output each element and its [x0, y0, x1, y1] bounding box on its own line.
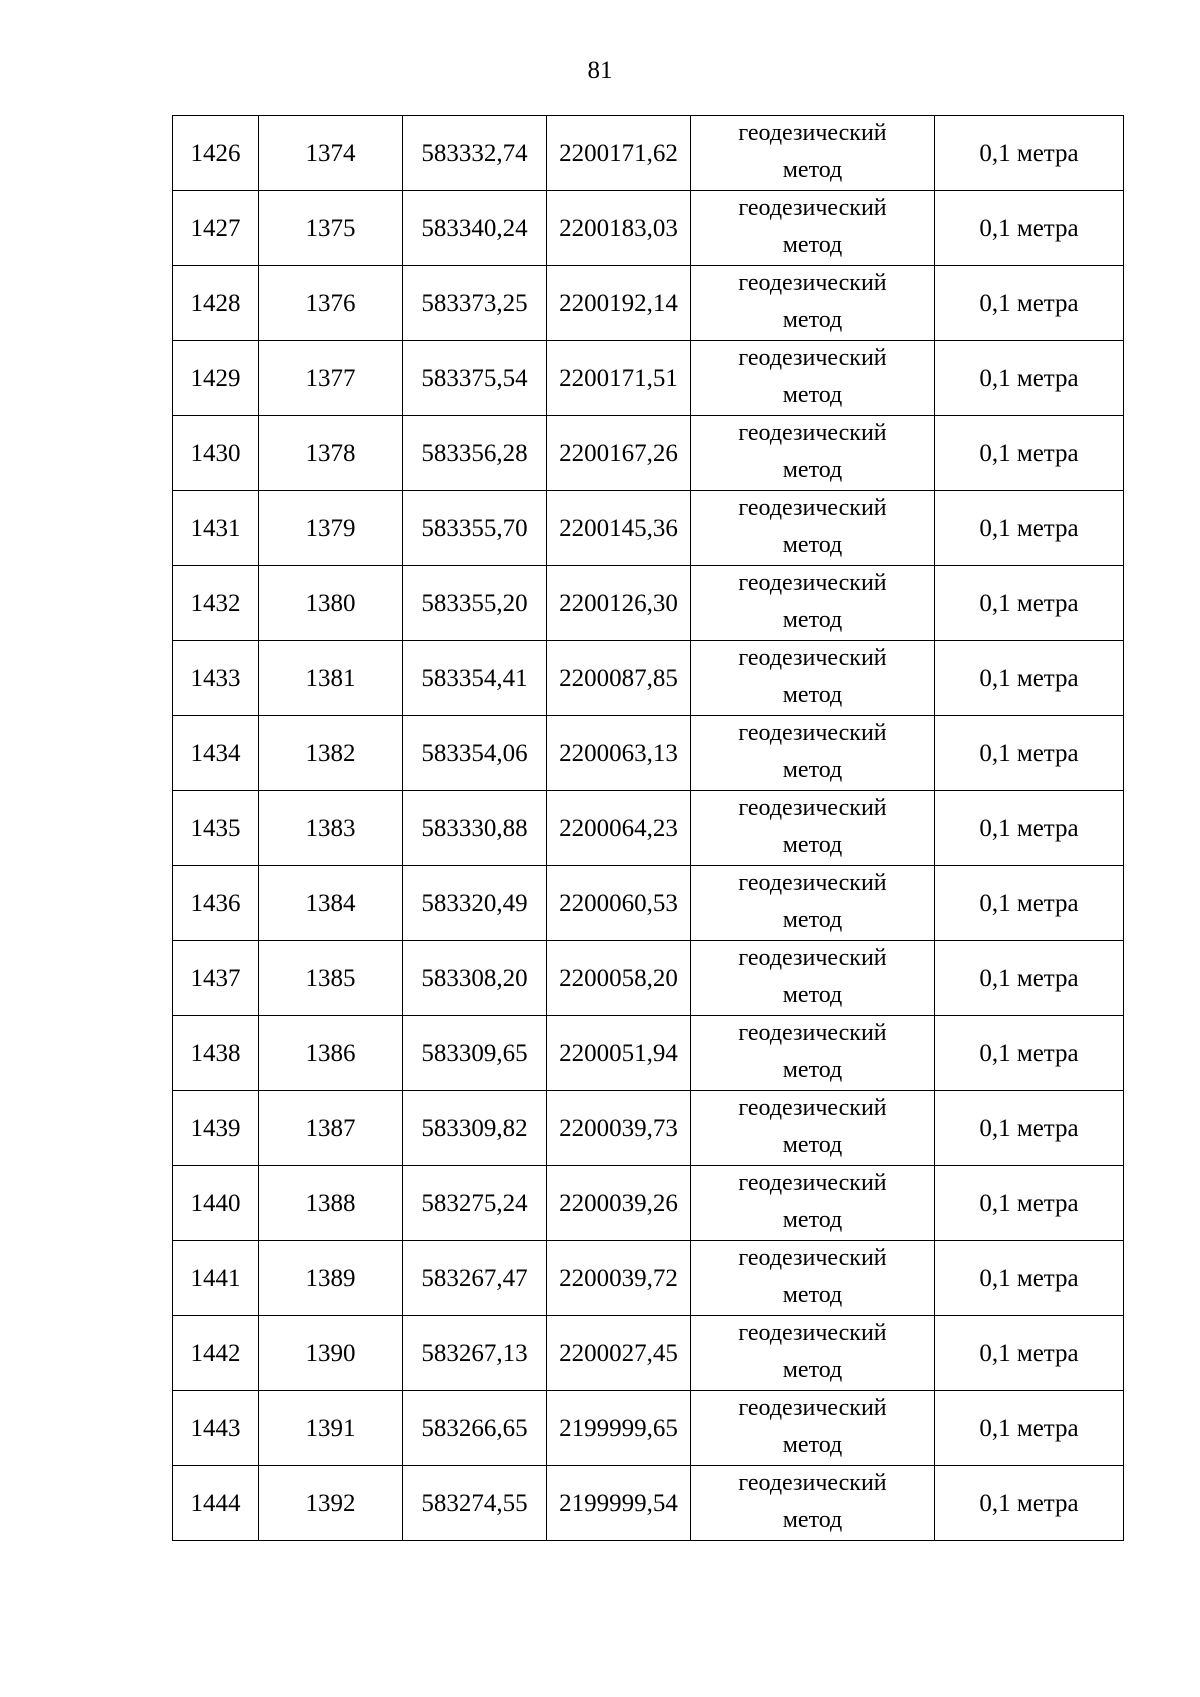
x-coordinate-cell — [403, 1316, 547, 1391]
row-number-cell — [173, 716, 259, 791]
method-cell — [691, 866, 935, 941]
point-number-cell-text: 1381 — [305, 664, 356, 692]
point-number-cell — [259, 641, 403, 716]
point-number-cell — [259, 1166, 403, 1241]
method-text-line1: геодезический — [738, 195, 887, 221]
x-coordinate-cell-text: 583267,47 — [421, 1264, 528, 1292]
method-text-line1: геодезический — [738, 1245, 887, 1271]
point-number-cell-text: 1376 — [305, 289, 356, 317]
method-cell — [691, 116, 935, 191]
method-text-line1: геодезический — [738, 270, 887, 296]
row-number-cell-text: 1431 — [190, 514, 241, 542]
accuracy-cell — [935, 941, 1124, 1016]
accuracy-cell — [935, 191, 1124, 266]
method-text-line1: геодезический — [738, 870, 887, 896]
y-coordinate-cell-text: 2200183,03 — [559, 214, 678, 242]
accuracy-cell-text: 0,1 метра — [979, 1489, 1079, 1517]
point-number-cell-text: 1379 — [305, 514, 356, 542]
point-number-cell-text: 1392 — [305, 1489, 356, 1517]
table-row — [173, 341, 1124, 416]
row-number-cell-text: 1434 — [190, 739, 241, 767]
method-cell — [691, 191, 935, 266]
row-number-cell — [173, 866, 259, 941]
row-number-cell-text: 1443 — [190, 1414, 241, 1442]
row-number-cell-text: 1430 — [190, 439, 241, 467]
x-coordinate-cell-text: 583356,28 — [421, 439, 528, 467]
table-row — [173, 266, 1124, 341]
point-number-cell — [259, 1466, 403, 1541]
y-coordinate-cell-text: 2200039,72 — [559, 1264, 678, 1292]
method-text-line2: метод — [782, 1357, 843, 1383]
point-number-cell — [259, 566, 403, 641]
method-text-line2: метод — [782, 682, 843, 708]
method-cell — [691, 1166, 935, 1241]
x-coordinate-cell — [403, 866, 547, 941]
accuracy-cell — [935, 1316, 1124, 1391]
x-coordinate-cell-text: 583332,74 — [421, 139, 528, 167]
point-number-cell-text: 1378 — [305, 439, 356, 467]
y-coordinate-cell — [547, 1466, 691, 1541]
row-number-cell — [173, 416, 259, 491]
y-coordinate-cell — [547, 116, 691, 191]
y-coordinate-cell-text: 2199999,65 — [559, 1414, 678, 1442]
y-coordinate-cell — [547, 1016, 691, 1091]
point-number-cell — [259, 1391, 403, 1466]
accuracy-cell — [935, 341, 1124, 416]
x-coordinate-cell — [403, 641, 547, 716]
accuracy-cell-text: 0,1 метра — [979, 739, 1079, 767]
row-number-cell — [173, 1466, 259, 1541]
y-coordinate-cell-text: 2200145,36 — [559, 514, 678, 542]
method-text-line2: метод — [782, 982, 843, 1008]
method-cell — [691, 641, 935, 716]
method-text-line2: метод — [782, 1057, 843, 1083]
table-row — [173, 641, 1124, 716]
y-coordinate-cell — [547, 1091, 691, 1166]
point-number-cell-text: 1384 — [305, 889, 356, 917]
x-coordinate-cell-text: 583340,24 — [421, 214, 528, 242]
method-text-line2: метод — [782, 757, 843, 783]
table-row — [173, 566, 1124, 641]
accuracy-cell-text: 0,1 метра — [979, 139, 1079, 167]
y-coordinate-cell-text: 2200171,51 — [559, 364, 678, 392]
point-number-cell-text: 1377 — [305, 364, 356, 392]
method-text-line1: геодезический — [738, 420, 887, 446]
table-row — [173, 1466, 1124, 1541]
x-coordinate-cell — [403, 941, 547, 1016]
y-coordinate-cell-text: 2200167,26 — [559, 439, 678, 467]
x-coordinate-cell — [403, 716, 547, 791]
y-coordinate-cell — [547, 1391, 691, 1466]
x-coordinate-cell — [403, 266, 547, 341]
method-text-line2: метод — [782, 157, 843, 183]
y-coordinate-cell — [547, 191, 691, 266]
point-number-cell — [259, 341, 403, 416]
x-coordinate-cell — [403, 341, 547, 416]
table-row — [173, 191, 1124, 266]
x-coordinate-cell-text: 583373,25 — [421, 289, 528, 317]
method-cell — [691, 266, 935, 341]
point-number-cell-text: 1388 — [305, 1189, 356, 1217]
y-coordinate-cell-text: 2200027,45 — [559, 1339, 678, 1367]
row-number-cell-text: 1442 — [190, 1339, 241, 1367]
row-number-cell-text: 1428 — [190, 289, 241, 317]
point-number-cell-text: 1380 — [305, 589, 356, 617]
row-number-cell-text: 1439 — [190, 1114, 241, 1142]
accuracy-cell — [935, 716, 1124, 791]
row-number-cell — [173, 191, 259, 266]
x-coordinate-cell-text: 583375,54 — [421, 364, 528, 392]
accuracy-cell-text: 0,1 метра — [979, 514, 1079, 542]
table-row — [173, 1166, 1124, 1241]
accuracy-cell — [935, 1166, 1124, 1241]
y-coordinate-cell — [547, 491, 691, 566]
row-number-cell-text: 1436 — [190, 889, 241, 917]
method-cell — [691, 416, 935, 491]
y-coordinate-cell — [547, 1316, 691, 1391]
row-number-cell-text: 1438 — [190, 1039, 241, 1067]
point-number-cell-text: 1387 — [305, 1114, 356, 1142]
method-text-line1: геодезический — [738, 345, 887, 371]
accuracy-cell — [935, 866, 1124, 941]
accuracy-cell-text: 0,1 метра — [979, 964, 1079, 992]
accuracy-cell — [935, 266, 1124, 341]
row-number-cell — [173, 1316, 259, 1391]
row-number-cell — [173, 1091, 259, 1166]
table-row — [173, 1241, 1124, 1316]
x-coordinate-cell — [403, 566, 547, 641]
row-number-cell — [173, 491, 259, 566]
method-text-line2: метод — [782, 532, 843, 558]
y-coordinate-cell — [547, 641, 691, 716]
row-number-cell — [173, 941, 259, 1016]
y-coordinate-cell-text: 2200051,94 — [559, 1039, 678, 1067]
accuracy-cell-text: 0,1 метра — [979, 589, 1079, 617]
method-text-line2: метод — [782, 607, 843, 633]
row-number-cell-text: 1444 — [190, 1489, 241, 1517]
accuracy-cell-text: 0,1 метра — [979, 814, 1079, 842]
y-coordinate-cell-text: 2200087,85 — [559, 664, 678, 692]
point-number-cell — [259, 416, 403, 491]
method-cell — [691, 1391, 935, 1466]
table-row — [173, 116, 1124, 191]
method-text-line1: геодезический — [738, 1020, 887, 1046]
point-number-cell-text: 1389 — [305, 1264, 356, 1292]
table-row — [173, 716, 1124, 791]
table-row — [173, 791, 1124, 866]
method-text-line1: геодезический — [738, 1470, 887, 1496]
x-coordinate-cell — [403, 491, 547, 566]
point-number-cell — [259, 941, 403, 1016]
y-coordinate-cell-text: 2200063,13 — [559, 739, 678, 767]
point-number-cell — [259, 491, 403, 566]
row-number-cell — [173, 791, 259, 866]
x-coordinate-cell — [403, 1091, 547, 1166]
x-coordinate-cell-text: 583308,20 — [421, 964, 528, 992]
row-number-cell-text: 1426 — [190, 139, 241, 167]
table-row — [173, 1016, 1124, 1091]
method-text-line1: геодезический — [738, 1395, 887, 1421]
accuracy-cell — [935, 1091, 1124, 1166]
y-coordinate-cell — [547, 266, 691, 341]
y-coordinate-cell-text: 2200058,20 — [559, 964, 678, 992]
row-number-cell-text: 1435 — [190, 814, 241, 842]
x-coordinate-cell — [403, 1391, 547, 1466]
accuracy-cell-text: 0,1 метра — [979, 1039, 1079, 1067]
x-coordinate-cell — [403, 416, 547, 491]
method-text-line2: метод — [782, 232, 843, 258]
method-text-line2: метод — [782, 907, 843, 933]
y-coordinate-cell-text: 2200039,73 — [559, 1114, 678, 1142]
method-text-line1: геодезический — [738, 495, 887, 521]
point-number-cell — [259, 1241, 403, 1316]
y-coordinate-cell-text: 2199999,54 — [559, 1489, 678, 1517]
row-number-cell-text: 1433 — [190, 664, 241, 692]
method-cell — [691, 1016, 935, 1091]
row-number-cell — [173, 1016, 259, 1091]
method-cell — [691, 341, 935, 416]
y-coordinate-cell — [547, 416, 691, 491]
row-number-cell-text: 1427 — [190, 214, 241, 242]
point-number-cell — [259, 866, 403, 941]
accuracy-cell-text: 0,1 метра — [979, 1414, 1079, 1442]
x-coordinate-cell-text: 583330,88 — [421, 814, 528, 842]
row-number-cell — [173, 116, 259, 191]
coordinates-table — [172, 115, 1124, 1541]
point-number-cell — [259, 1316, 403, 1391]
page-number: 81 — [587, 57, 613, 84]
x-coordinate-cell-text: 583320,49 — [421, 889, 528, 917]
method-text-line2: метод — [782, 1432, 843, 1458]
x-coordinate-cell-text: 583266,65 — [421, 1414, 528, 1442]
y-coordinate-cell — [547, 1166, 691, 1241]
y-coordinate-cell-text: 2200171,62 — [559, 139, 678, 167]
accuracy-cell — [935, 566, 1124, 641]
table-row — [173, 1316, 1124, 1391]
method-cell — [691, 491, 935, 566]
method-text-line2: метод — [782, 832, 843, 858]
accuracy-cell-text: 0,1 метра — [979, 1264, 1079, 1292]
y-coordinate-cell-text: 2200192,14 — [559, 289, 678, 317]
coordinates-table-body — [173, 116, 1124, 1541]
table-row — [173, 1091, 1124, 1166]
method-cell — [691, 791, 935, 866]
y-coordinate-cell — [547, 941, 691, 1016]
x-coordinate-cell — [403, 1241, 547, 1316]
x-coordinate-cell-text: 583275,24 — [421, 1189, 528, 1217]
method-cell — [691, 1316, 935, 1391]
row-number-cell — [173, 1391, 259, 1466]
y-coordinate-cell — [547, 341, 691, 416]
x-coordinate-cell-text: 583355,70 — [421, 514, 528, 542]
table-row — [173, 491, 1124, 566]
point-number-cell-text: 1386 — [305, 1039, 356, 1067]
row-number-cell — [173, 266, 259, 341]
method-text-line1: геодезический — [738, 645, 887, 671]
method-text-line2: метод — [782, 1132, 843, 1158]
accuracy-cell — [935, 1391, 1124, 1466]
method-text-line1: геодезический — [738, 945, 887, 971]
accuracy-cell-text: 0,1 метра — [979, 214, 1079, 242]
y-coordinate-cell-text: 2200039,26 — [559, 1189, 678, 1217]
method-text-line1: геодезический — [738, 1170, 887, 1196]
point-number-cell — [259, 716, 403, 791]
y-coordinate-cell — [547, 566, 691, 641]
accuracy-cell-text: 0,1 метра — [979, 1339, 1079, 1367]
point-number-cell — [259, 791, 403, 866]
method-text-line2: метод — [782, 382, 843, 408]
row-number-cell-text: 1432 — [190, 589, 241, 617]
row-number-cell — [173, 341, 259, 416]
method-text-line1: геодезический — [738, 1320, 887, 1346]
x-coordinate-cell — [403, 191, 547, 266]
accuracy-cell-text: 0,1 метра — [979, 1114, 1079, 1142]
point-number-cell — [259, 116, 403, 191]
point-number-cell-text: 1374 — [305, 139, 356, 167]
method-cell — [691, 1466, 935, 1541]
method-cell — [691, 566, 935, 641]
y-coordinate-cell — [547, 866, 691, 941]
method-cell — [691, 716, 935, 791]
point-number-cell-text: 1390 — [305, 1339, 356, 1367]
row-number-cell — [173, 641, 259, 716]
point-number-cell-text: 1375 — [305, 214, 356, 242]
y-coordinate-cell — [547, 791, 691, 866]
point-number-cell — [259, 1091, 403, 1166]
x-coordinate-cell — [403, 1016, 547, 1091]
accuracy-cell — [935, 791, 1124, 866]
y-coordinate-cell — [547, 1241, 691, 1316]
accuracy-cell — [935, 116, 1124, 191]
accuracy-cell — [935, 641, 1124, 716]
x-coordinate-cell-text: 583267,13 — [421, 1339, 528, 1367]
accuracy-cell-text: 0,1 метра — [979, 664, 1079, 692]
accuracy-cell-text: 0,1 метра — [979, 364, 1079, 392]
x-coordinate-cell — [403, 791, 547, 866]
x-coordinate-cell-text: 583309,65 — [421, 1039, 528, 1067]
method-cell — [691, 1091, 935, 1166]
point-number-cell-text: 1382 — [305, 739, 356, 767]
y-coordinate-cell-text: 2200060,53 — [559, 889, 678, 917]
method-text-line1: геодезический — [738, 1095, 887, 1121]
y-coordinate-cell — [547, 716, 691, 791]
table-row — [173, 866, 1124, 941]
table-row — [173, 416, 1124, 491]
accuracy-cell-text: 0,1 метра — [979, 439, 1079, 467]
method-text-line2: метод — [782, 1282, 843, 1308]
method-text-line2: метод — [782, 1507, 843, 1533]
y-coordinate-cell-text: 2200126,30 — [559, 589, 678, 617]
method-text-line1: геодезический — [738, 795, 887, 821]
accuracy-cell — [935, 416, 1124, 491]
x-coordinate-cell-text: 583354,41 — [421, 664, 528, 692]
point-number-cell — [259, 191, 403, 266]
row-number-cell-text: 1441 — [190, 1264, 241, 1292]
table-row — [173, 941, 1124, 1016]
row-number-cell — [173, 1166, 259, 1241]
x-coordinate-cell-text: 583274,55 — [421, 1489, 528, 1517]
accuracy-cell — [935, 491, 1124, 566]
method-text-line2: метод — [782, 307, 843, 333]
table-row — [173, 1391, 1124, 1466]
accuracy-cell — [935, 1016, 1124, 1091]
method-text-line1: геодезический — [738, 570, 887, 596]
method-text-line2: метод — [782, 1207, 843, 1233]
x-coordinate-cell-text: 583309,82 — [421, 1114, 528, 1142]
method-text-line2: метод — [782, 457, 843, 483]
accuracy-cell — [935, 1241, 1124, 1316]
method-text-line1: геодезический — [738, 720, 887, 746]
x-coordinate-cell — [403, 1466, 547, 1541]
point-number-cell-text: 1385 — [305, 964, 356, 992]
accuracy-cell-text: 0,1 метра — [979, 889, 1079, 917]
row-number-cell-text: 1429 — [190, 364, 241, 392]
method-text-line1: геодезический — [738, 120, 887, 146]
x-coordinate-cell-text: 583354,06 — [421, 739, 528, 767]
row-number-cell — [173, 1241, 259, 1316]
row-number-cell-text: 1437 — [190, 964, 241, 992]
method-cell — [691, 1241, 935, 1316]
accuracy-cell-text: 0,1 метра — [979, 1189, 1079, 1217]
accuracy-cell — [935, 1466, 1124, 1541]
row-number-cell — [173, 566, 259, 641]
point-number-cell-text: 1383 — [305, 814, 356, 842]
x-coordinate-cell-text: 583355,20 — [421, 589, 528, 617]
point-number-cell — [259, 266, 403, 341]
y-coordinate-cell-text: 2200064,23 — [559, 814, 678, 842]
point-number-cell-text: 1391 — [305, 1414, 356, 1442]
accuracy-cell-text: 0,1 метра — [979, 289, 1079, 317]
method-cell — [691, 941, 935, 1016]
point-number-cell — [259, 1016, 403, 1091]
x-coordinate-cell — [403, 116, 547, 191]
row-number-cell-text: 1440 — [190, 1189, 241, 1217]
x-coordinate-cell — [403, 1166, 547, 1241]
